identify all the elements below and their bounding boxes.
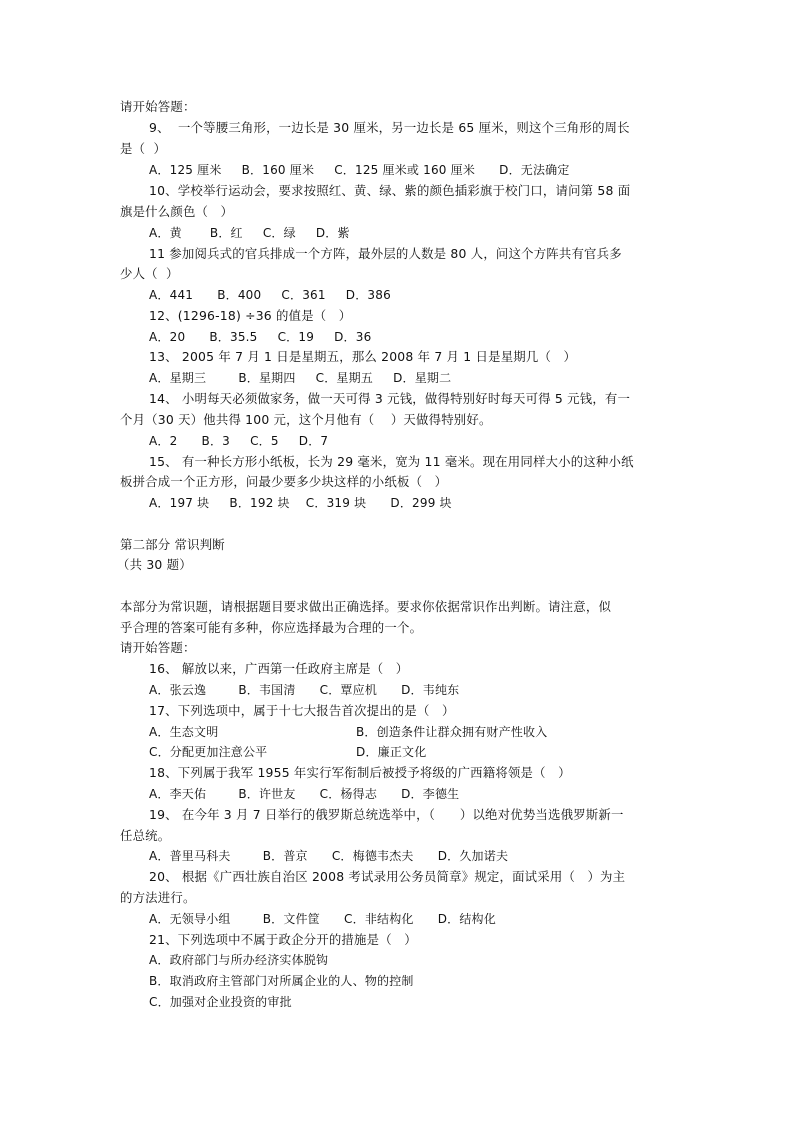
question-12-text: 12、(1296-18) ÷36 的值是（ ） xyxy=(149,308,352,323)
section-intro: 本部分为常识题，请根据题目要求做出正确选择。要求你依据常识作出判断。请注意，似 xyxy=(120,599,612,614)
question-14-text-cont: 个月（30 天）他共得 100 元，这个月他有（ ）天做得特别好。 xyxy=(120,412,492,427)
question-19-text-cont: 任总统。 xyxy=(120,828,171,843)
question-15-text-cont: 板拼合成一个正方形，问最少要多少块这样的小纸板（ ） xyxy=(120,474,448,489)
question-15-text: 15、 有一种长方形小纸板，长为 29 毫米，宽为 11 毫米。现在用同样大小的这种小纸 xyxy=(149,454,634,469)
section-intro-cont: 乎合理的答案可能有多种，你应选择最为合理的一个。 xyxy=(120,620,423,635)
question-13-text: 13、 2005 年 7 月 1 日是星期五，那么 2008 年 7 月 1 日是星期几（ ） xyxy=(149,349,577,364)
question-20-text-cont: 的方法进行。 xyxy=(120,890,196,905)
answer-prompt: 请开始答题： xyxy=(120,99,196,114)
question-21-option-b: B．取消政府主管部门对所属企业的人、物的控制 xyxy=(149,974,414,988)
question-16-options: A．张云逸 B．韦国清 C．覃应机 D．韦纯东 xyxy=(149,683,460,697)
question-21-option-a: A．政府部门与所办经济实体脱钩 xyxy=(149,953,329,967)
question-19-options: A．普里马科夫 B．普京 C．梅德韦杰夫 D．久加诺夫 xyxy=(149,849,509,863)
question-21-text: 21、下列选项中不属于政企分开的措施是（ ） xyxy=(149,932,417,947)
question-17-text: 17、下列选项中，属于十七大报告首次提出的是（ ） xyxy=(149,703,455,718)
question-10-text-cont: 旗是什么颜色（ ） xyxy=(120,204,234,219)
question-21-option-c: C．加强对企业投资的审批 xyxy=(149,995,292,1009)
question-17-option-d: D．廉正文化 xyxy=(356,745,427,759)
question-10-options: A．黄 B．红 C．绿 D．紫 xyxy=(149,226,350,240)
question-16-text: 16、 解放以来，广西第一任政府主席是（ ） xyxy=(149,661,409,676)
question-17-option-c: C．分配更加注意公平 xyxy=(149,745,268,759)
section-question-count: （共 30 题） xyxy=(117,557,192,572)
question-18-options: A．李天佑 B．许世友 C．杨得志 D．李德生 xyxy=(149,787,460,801)
question-14-options: A．2 B．3 C．5 D．7 xyxy=(149,434,329,448)
question-19-text: 19、 在今年 3 月 7 日举行的俄罗斯总统选举中，（ ）以绝对优势当选俄罗斯新一 xyxy=(149,807,624,822)
question-18-text: 18、下列属于我军 1955 年实行军衔制后被授予将级的广西籍将领是（ ） xyxy=(149,765,571,780)
question-11-options: A．441 B．400 C．361 D．386 xyxy=(149,288,391,302)
question-20-options: A．无领导小组 B．文件筐 C．非结构化 D．结构化 xyxy=(149,912,496,926)
question-9-options: A．125 厘米 B．160 厘米 C．125 厘米或 160 厘米 D．无法确定 xyxy=(149,163,570,177)
question-9-text: 9、 一个等腰三角形，一边长是 30 厘米，另一边长是 65 厘米，则这个三角形的周长 xyxy=(149,120,630,135)
question-15-options: A．197 块 B．192 块 C．319 块 D．299 块 xyxy=(149,496,452,510)
question-10-text: 10、学校举行运动会，要求按照红、黄、绿、紫的颜色插彩旗于校门口，请问第 58 面 xyxy=(149,183,631,198)
question-11-text-cont: 少人（ ） xyxy=(120,266,179,281)
question-17-option-b: B．创造条件让群众拥有财产性收入 xyxy=(356,725,548,739)
question-20-text: 20、 根据《广西壮族自治区 2008 考试录用公务员简章》规定，面试采用（ ）为主 xyxy=(149,869,626,884)
question-13-options: A．星期三 B．星期四 C．星期五 D．星期二 xyxy=(149,371,452,385)
question-14-text: 14、 小明每天必须做家务，做一天可得 3 元钱，做得特别好时每天可得 5 元钱，有一 xyxy=(149,391,631,406)
question-11-text: 11 参加阅兵式的官兵排成一个方阵，最外层的人数是 80 人，问这个方阵共有官兵多 xyxy=(149,246,622,261)
question-12-options: A．20 B．35.5 C．19 D．36 xyxy=(149,330,372,344)
question-9-text-cont: 是（ ） xyxy=(120,141,167,156)
section-title: 第二部分 常识判断 xyxy=(120,537,225,552)
question-17-option-a: A．生态文明 xyxy=(149,725,219,739)
section-answer-prompt: 请开始答题： xyxy=(120,640,196,655)
